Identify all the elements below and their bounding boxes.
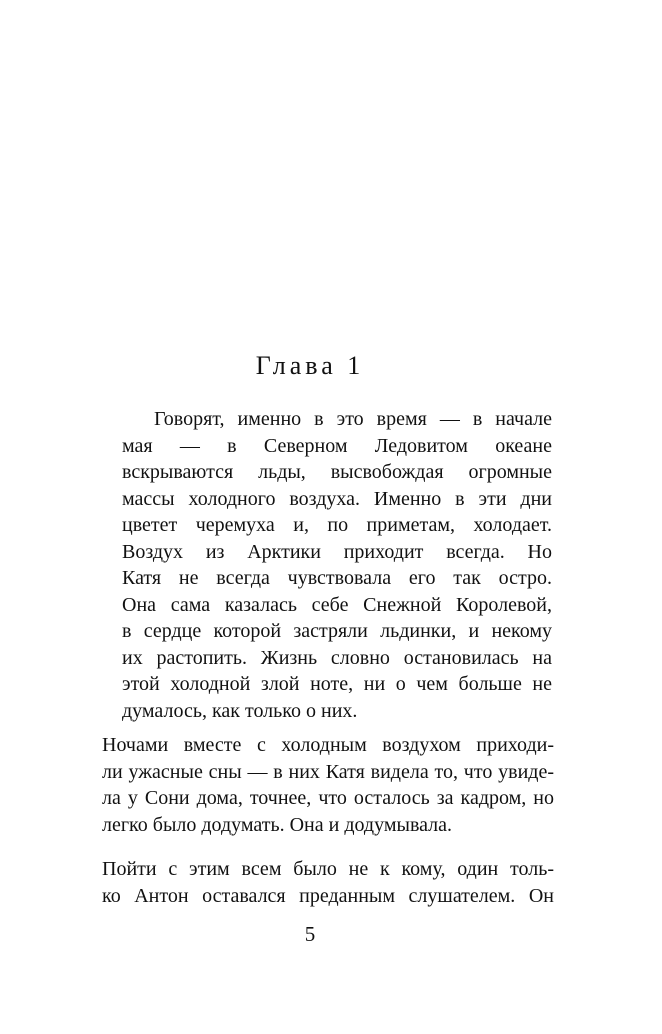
paragraph-line: ла у Сони дома, точнее, что осталось за кадром, но — [102, 787, 554, 809]
epigraph-block — [122, 406, 552, 724]
epigraph-line: массы холодного воздуха. Именно в эти дни — [122, 487, 552, 510]
epigraph-line: цветет черемуха и, по приметам, холодает. — [122, 514, 552, 536]
page-number: 5 — [304, 922, 316, 946]
paragraph-line: ли ужасные сны — в них Катя видела то, что увиде- — [102, 760, 554, 783]
epigraph-line: в сердце которой застряли льдинки, и некому — [122, 620, 552, 642]
paragraph-line: Ночами вместе с холодным воздухом приходи- — [102, 734, 554, 756]
epigraph-line: этой холодной злой ноте, ни о чем больше не — [122, 673, 552, 695]
epigraph-line: думалось, как только о них. — [122, 699, 358, 722]
paragraph-line: легко было додумать. Она и додумывала. — [102, 813, 453, 836]
epigraph-line: Воздух из Арктики приходит всегда. Но — [122, 540, 552, 563]
epigraph-line: Говорят, именно в это время — в начале — [154, 408, 552, 430]
epigraph-line: Катя не всегда чувствовала его так остро. — [122, 567, 552, 589]
chapter-title: Глава 1 — [255, 351, 365, 380]
paragraph — [102, 856, 554, 909]
paragraph — [102, 732, 554, 838]
epigraph-line: вскрываются льды, высвобождая огромные — [122, 461, 552, 483]
epigraph-line: Она сама казалась себе Снежной Королевой, — [122, 593, 552, 616]
paragraph-line: ко Антон оставался преданным слушателем. Он — [102, 884, 554, 907]
epigraph-line: мая — в Северном Ледовитом океане — [122, 434, 552, 457]
epigraph-line: их растопить. Жизнь словно остановилась на — [122, 646, 552, 669]
paragraph-line: Пойти с этим всем было не к кому, один толь- — [102, 858, 554, 880]
